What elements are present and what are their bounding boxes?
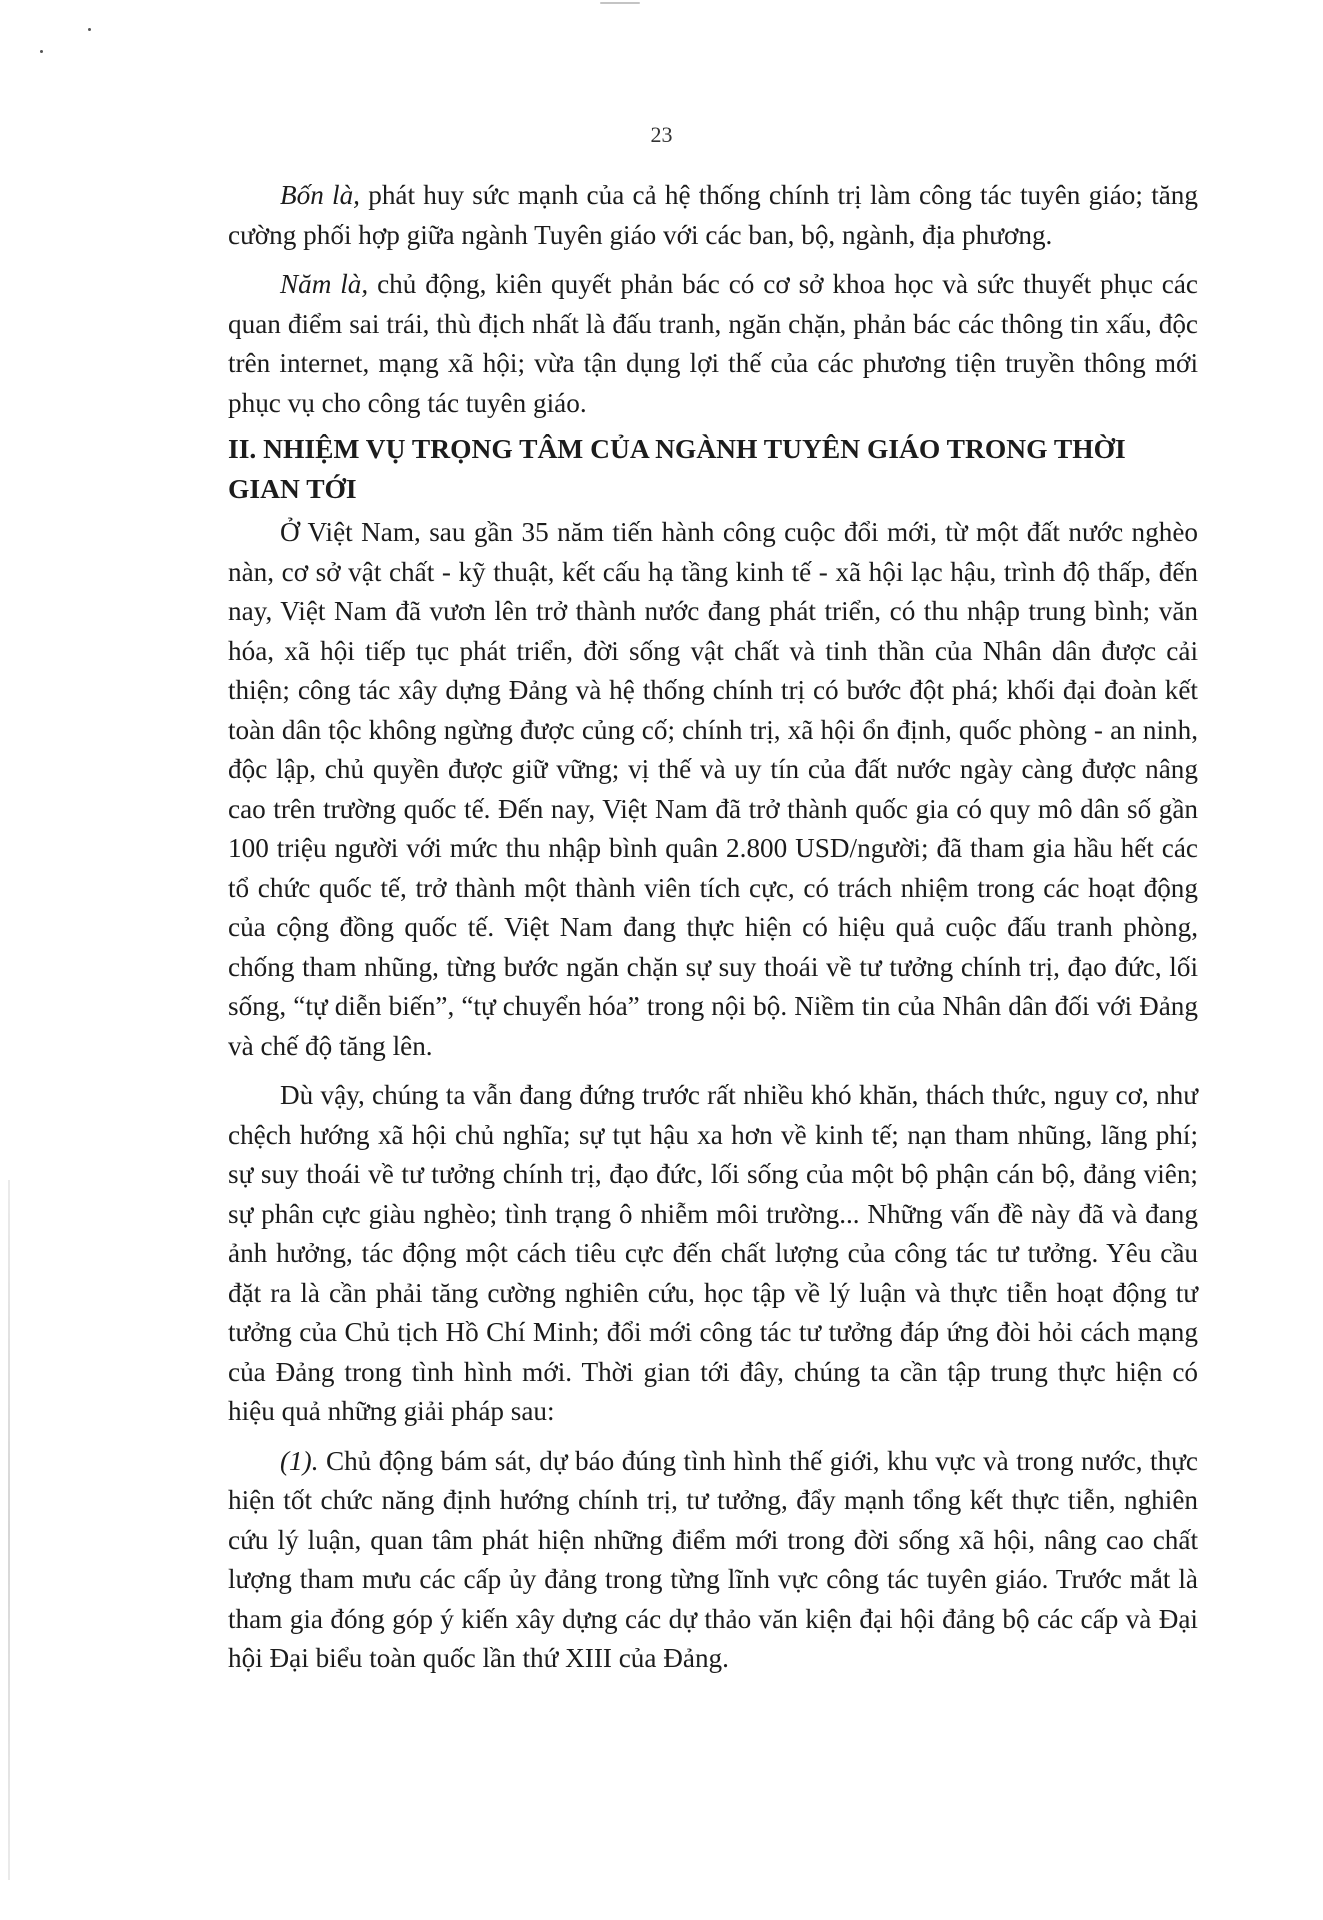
scan-edge-mark [8, 1180, 10, 1880]
paragraph-text: chủ động, kiên quyết phản bác có cơ sở khoa học và sức thuyết phục các quan điểm sai trái, thù địch nhất là đấu tranh, ngăn chặn, phản bác các thông tin xấu, độc trên internet, mạng xã hội; vừa tận dụng lợi thế của các phương tiện truyền thông mới phục vụ cho công tác tuyên giáo. [228, 269, 1198, 418]
paragraph-nam-la [228, 265, 1198, 423]
document-body [228, 176, 1198, 1689]
paragraph-bon-la [228, 176, 1198, 255]
page-number: 23 [650, 122, 673, 147]
section-heading: II. NHIỆM VỤ TRỌNG TÂM CỦA NGÀNH TUYÊN GIÁO TRONG THỜI GIAN TỚI [228, 433, 1126, 504]
paragraph-text: Chủ động bám sát, dự báo đúng tình hình thế giới, khu vực và trong nước, thực hiện tốt chức năng định hướng chính trị, tư tưởng, đẩy mạnh tổng kết thực tiễn, nghiên cứu lý luận, quan tâm phát hiện những điểm mới trong đời sống xã hội, nâng cao chất lượng tham mưu các cấp ủy đảng trong từng lĩnh vực công tác tuyên giáo. Trước mắt là tham gia đóng góp ý kiến xây dựng các dự thảo văn kiện đại hội đảng bộ các cấp và Đại hội Đại biểu toàn quốc lần thứ XIII của Đảng. [228, 1445, 1198, 1673]
paragraph-text: phát huy sức mạnh của cả hệ thống chính trị làm công tác tuyên giáo; tăng cường phối hợp giữa ngành Tuyên giáo với các ban, bộ, ngành, địa phương. [228, 180, 1198, 250]
paragraph-lead: Bốn là, [280, 180, 360, 210]
paragraph-body-1: Ở Việt Nam, sau gần 35 năm tiến hành công cuộc đổi mới, từ một đất nước nghèo nàn, cơ sở vật chất - kỹ thuật, kết cấu hạ tầng kinh tế - xã hội lạc hậu, trình độ thấp, đến nay, Việt Nam đã vươn lên trở thành nước đang phát triển, có thu nhập trung bình; văn hóa, xã hội tiếp tục phát triển, đời sống vật chất và tinh thần của Nhân dân được cải thiện; công tác xây dựng Đảng và hệ thống chính trị có bước đột phá; khối đại đoàn kết toàn dân tộc không ngừng được củng cố; chính trị, xã hội ổn định, quốc phòng - an ninh, độc lập, chủ quyền được giữ vững; vị thế và uy tín của đất nước ngày càng được nâng cao trên trường quốc tế. Đến nay, Việt Nam đã trở thành quốc gia có quy mô dân số gần 100 triệu người với mức thu nhập bình quân 2.800 USD/người; đã tham gia hầu hết các tổ chức quốc tế, trở thành một thành viên tích cực, có trách nhiệm trong các hoạt động của cộng đồng quốc tế. Việt Nam đang thực hiện có hiệu quả cuộc đấu tranh phòng, chống tham nhũng, từng bước ngăn chặn sự suy thoái về tư tưởng chính trị, đạo đức, lối sống, “tự diễn biến”, “tự chuyển hóa” trong nội bộ. Niềm tin của Nhân dân đối với Đảng và chế độ tăng lên. [228, 517, 1198, 1061]
scan-speck [40, 50, 43, 53]
paragraph-item-1 [228, 1442, 1198, 1679]
paragraph-lead: Năm là, [280, 269, 369, 299]
paragraph-body-2: Dù vậy, chúng ta vẫn đang đứng trước rất nhiều khó khăn, thách thức, nguy cơ, như chệch hướng xã hội chủ nghĩa; sự tụt hậu xa hơn về kinh tế; nạn tham nhũng, lãng phí; sự suy thoái về tư tưởng chính trị, đạo đức, lối sống của một bộ phận cán bộ, đảng viên; sự phân cực giàu nghèo; tình trạng ô nhiễm môi trường... Những vấn đề này đã và đang ảnh hưởng, tác động một cách tiêu cực đến chất lượng của công tác tư tưởng. Yêu cầu đặt ra là cần phải tăng cường nghiên cứu, học tập về lý luận và thực tiễn hoạt động tư tưởng của Chủ tịch Hồ Chí Minh; đổi mới công tác tư tưởng đáp ứng đòi hỏi cách mạng của Đảng trong tình hình mới. Thời gian tới đây, chúng ta cần tập trung thực hiện có hiệu quả những giải pháp sau: [228, 1080, 1198, 1426]
paragraph-lead: (1). [280, 1445, 319, 1476]
scan-speck [600, 2, 640, 4]
scan-speck [88, 28, 91, 31]
